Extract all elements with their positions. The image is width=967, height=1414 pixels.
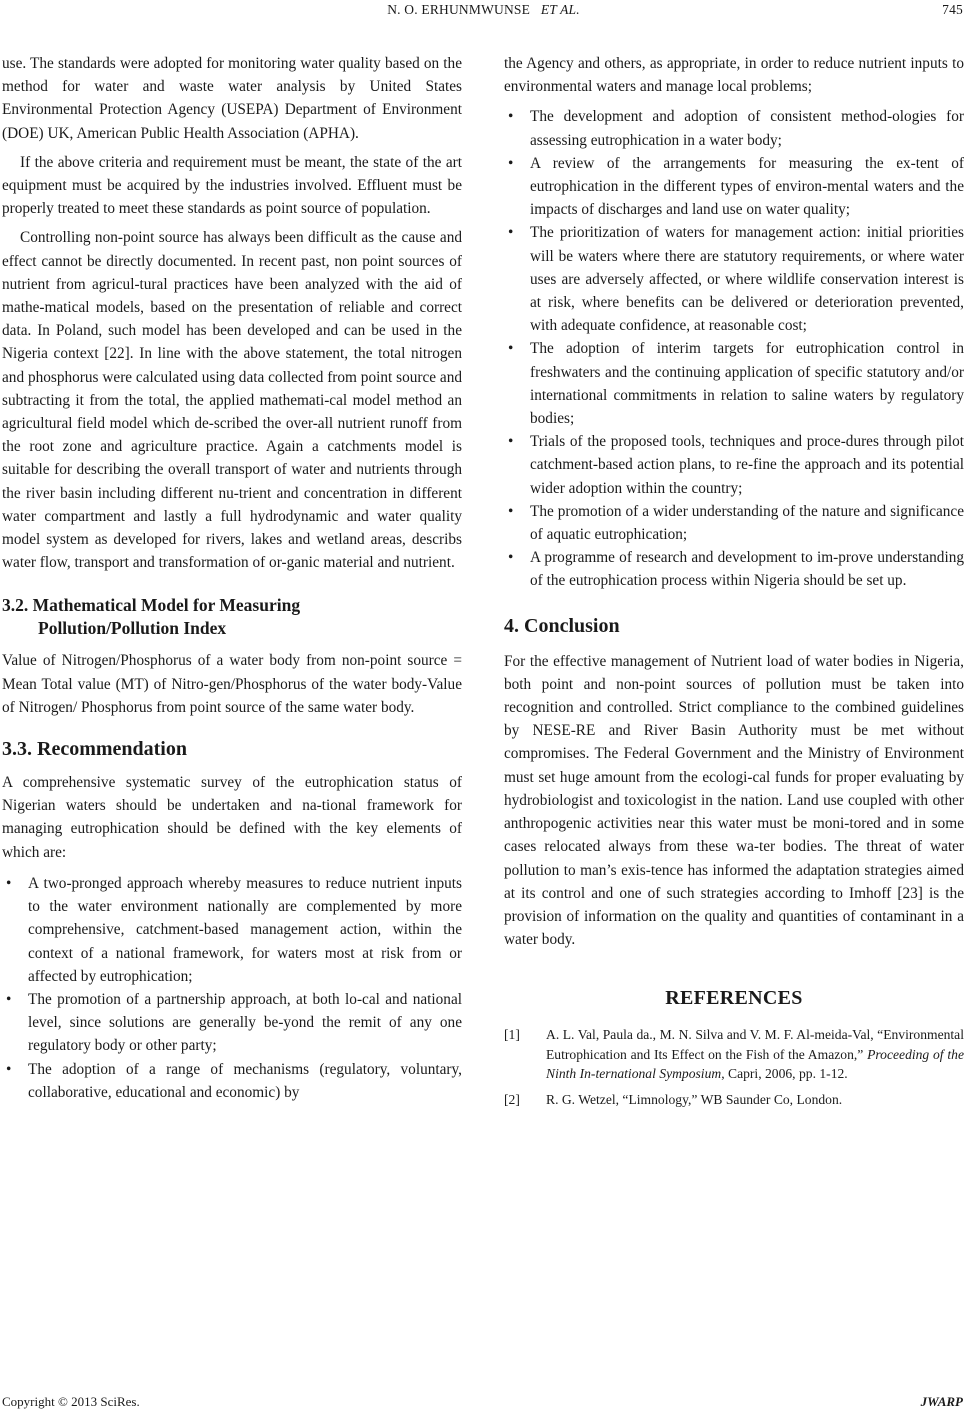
list-item [504,337,964,430]
paragraph: use. The standards were adopted for monitoring water quality based on the method for water and waste water analysis by United States Environmental Protection Agency (USEPA) Department of Environment (DOE) UK, American Public Health Association (APHA). [2,55,462,142]
bullet-list [2,872,462,1104]
list-item [504,105,964,151]
bullet-icon: • [508,108,514,126]
running-etal: ET AL. [540,2,580,17]
bullet-icon: • [6,874,12,892]
references-heading: REFERENCES [665,987,803,1010]
reference-item [504,1090,964,1110]
paragraph: Value of Nitrogen/Phosphorus of a water body from non-point source = Mean Total value (MT) of Nitro-gen/Phosphorus of the water body-Value of Nitrogen/ Phosphorus from point source of the same water body. [2,652,462,716]
list-item [504,430,964,500]
section-heading-4: 4. Conclusion [504,614,620,637]
paragraph: the Agency and others, as appropriate, in order to reduce nutrient inputs to environmental waters and manage local problems; [504,55,964,96]
reference-number: [1] [504,1027,520,1043]
list-item-text: The adoption of interim targets for eutrophication control in freshwaters and the continuing application of specific statutory and/or international commitments in relation to saline waters by regulatory bodies; [530,340,964,428]
section-heading-3-3: 3.3. Recommendation [2,738,187,761]
paragraph: A comprehensive systematic survey of the eutrophication status of Nigerian waters should be undertaken and na-tional framework for managing eutrophication should be defined with the key elements of which are: [2,774,462,861]
list-item-text: The promotion of a partnership approach, at both lo-cal and national level, since solutions are generally be-yond the remit of any one regulatory body or other party; [28,990,462,1055]
bullet-icon: • [508,433,514,451]
right-column [504,52,964,1115]
list-item [2,988,462,1058]
list-item-text: The development and adoption of consistent method-ologies for assessing eutrophication in a water body; [530,108,964,149]
list-item-text: The promotion of a wider understanding of the nature and significance of aquatic eutrophication; [530,502,964,544]
bullet-icon: • [508,340,514,358]
reference-venue: Proceeding of the Ninth In-ternational Symposium [546,1046,964,1082]
list-item [504,221,964,337]
copyright: Copyright © 2013 SciRes. [2,1394,140,1409]
journal-name: JWARP [920,1394,963,1409]
paragraph: For the effective management of Nutrient load of water bodies in Nigeria, both point and non-point sources of pollution must be taken into recognition and controlled. Strict compliance to the combined guidelines by NESE-RE and River Basin Authority must be met without compromises. The Federal Government and the Ministry of Environment must set huge amount from the ecologi-cal funds for proper evaluating by hydrobiologist and toxicologist in the nation. Land use coupled with other anthropogenic activities near this water must be moni-tored and in some cases relocated always from these wa-ter bodies. The threat of water pollution to man’s exis-tence has informed the adaptation strategies aimed at its control and one of such strategies according to Imhoff [23] is the provision of information on the quality and quantities of contaminant in a water body. [504,652,964,949]
paragraph: Controlling non-point source has always been difficult as the cause and effect cannot be directly documented. In recent past, non point sources of nutrient from agricul-tural practices have been analyzed with the aid of mathe-matical models, based on the presentation of reliable and correct data. In Poland, such model has been developed and can be used in the Nigeria context [22]. In line with the above statement, the total nitrogen and phosphorus were calculated using data collected from point source and subtracting it from the total, the applied mathemati-cal model method an agricultural field model which de-scribed the over-all nutrient runoff from the root zone and agriculture practice. Again a catchments model is suitable for describing the overall transport of water and nutrients through the river basin including different nu-trient and concentration in different water compartment and lastly a full hydrodynamic and water quality model system as developed for rivers, lakes and wetland areas, describs water flow, transport and transformation of or-ganic material and nutrient. [2,229,462,572]
list-item-text: A programme of research and development to im-prove understanding of the eutrophication process within Nigeria should be set up. [530,549,964,590]
bullet-icon: • [6,1060,12,1078]
list-item-text: The prioritization of waters for management action: initial priorities will be waters where there are statutory requirements, or where water uses are adversely affected, or where wildlife conservation interest is at risk, where benefits can be delivered or deterioration prevented, with adequate confidence, at reasonable cost; [530,224,964,335]
bullet-icon: • [508,224,514,242]
list-item [504,546,964,592]
bullet-icon: • [508,502,514,520]
list-item [2,872,462,988]
bullet-list [504,105,964,592]
list-item [2,1058,462,1104]
page-number: 745 [942,2,963,17]
bullet-icon: • [508,154,514,172]
list-item [504,152,964,222]
reference-list [504,1025,964,1109]
reference-text: , Capri, 2006, pp. 1-12. [721,1066,848,1082]
reference-text: A. L. Val, Paula da., M. N. Silva and V. M. F. Al-meida-Val, “Environmental Eutrophication and Its Effect on the Fish of the Amazon,” [546,1027,964,1062]
running-header [0,0,967,26]
running-author: N. O. ERHUNMWUNSE [387,2,531,17]
list-item-text: A two-pronged approach whereby measures to reduce nutrient inputs to the water environment nationally are complemented by more comprehensive, catchment-based management action, within the context of a national framework, for waters most at risk from or affected by eutrophication; [28,874,462,985]
running-title [0,2,967,18]
reference-number: [2] [504,1091,520,1107]
list-item [504,500,964,546]
reference-text: R. G. Wetzel, “Limnology,” WB Saunder Co, London. [546,1091,843,1107]
paragraph: If the above criteria and requirement must be meant, the state of the art equipment must be acquired by the industries involved. Effluent must be properly treated to meet these standards as point source of population. [2,153,462,218]
page-footer [0,1394,967,1412]
heading-line: Pollution/Pollution Index [38,618,227,639]
left-column [2,52,462,1104]
bullet-icon: • [6,990,12,1008]
bullet-icon: • [508,549,514,567]
list-item-text: A review of the arrangements for measuring the ex-tent of eutrophication in the different types of environ-mental waters and the impacts of discharges and land use on water quality; [530,154,964,219]
list-item-text: The adoption of a range of mechanisms (regulatory, voluntary, collaborative, educational and economic) by [28,1060,462,1101]
heading-line: 3.2. Mathematical Model for Measuring [2,595,301,616]
reference-item [504,1025,964,1084]
list-item-text: Trials of the proposed tools, techniques and proce-dures through pilot catchment-based action plans, to re-fine the approach and its potential wider adoption within the country; [530,433,964,497]
section-heading-3-2 [2,594,462,640]
